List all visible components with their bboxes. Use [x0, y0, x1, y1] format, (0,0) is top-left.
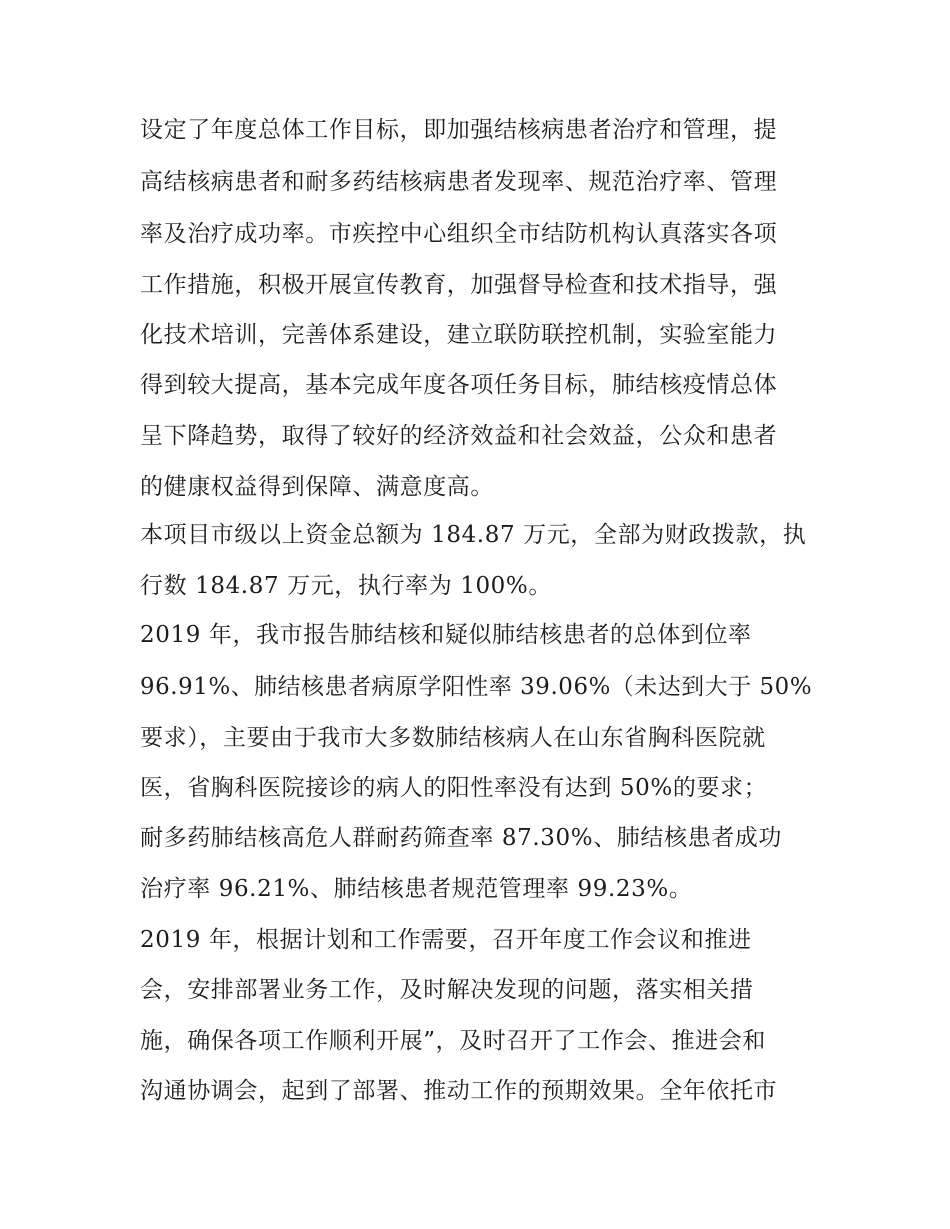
text-line: 2019 年，我市报告肺结核和疑似肺结核患者的总体到位率 — [140, 622, 752, 648]
text-line: 2019 年，根据计划和工作需要，召开年度工作会议和推进 — [140, 927, 752, 953]
text-line: 本项目市级以上资金总额为 184.87 万元，全部为财政拨款，执 — [140, 522, 807, 548]
text-line: 设定了年度总体工作目标，即加强结核病患者治疗和管理，提 — [140, 117, 778, 143]
text-line: 率及治疗成功率。市疾控中心组织全市结防机构认真落实各项 — [140, 221, 778, 247]
text-line: 高结核病患者和耐多药结核病患者发现率、规范治疗率、管理 — [140, 169, 778, 195]
text-line: 耐多药肺结核高危人群耐药筛查率 87.30%、肺结核患者成功 — [140, 825, 783, 851]
text-line: 得到较大提高，基本完成年度各项任务目标，肺结核疫情总体 — [140, 372, 778, 398]
text-line: 治疗率 96.21%、肺结核患者规范管理率 99.23%。 — [140, 876, 693, 902]
text-line: 呈下降趋势，取得了较好的经济效益和社会效益，公众和患者 — [140, 423, 778, 449]
text-line: 沟通协调会，起到了部署、推动工作的预期效果。全年依托市 — [140, 1078, 778, 1104]
text-line: 工作措施，积极开展宣传教育，加强督导检查和技术指导，强 — [140, 272, 778, 298]
text-line: 要求），主要由于我市大多数肺结核病人在山东省胸科医院就 — [140, 725, 766, 751]
text-line: 化技术培训，完善体系建设，建立联防联控机制，实验室能力 — [140, 322, 778, 348]
text-line: 96.91%、肺结核患者病原学阳性率 39.06%（未达到大于 50% — [140, 674, 813, 700]
text-line: 施，确保各项工作顺利开展”，及时召开了工作会、推进会和 — [140, 1028, 766, 1054]
text-line: 医，省胸科医院接诊的病人的阳性率没有达到 50%的要求； — [140, 775, 768, 801]
text-line: 的健康权益得到保障、满意度高。 — [140, 474, 494, 500]
text-line: 会，安排部署业务工作，及时解决发现的问题，落实相关措 — [140, 977, 754, 1003]
text-line: 行数 184.87 万元，执行率为 100%。 — [140, 573, 552, 599]
